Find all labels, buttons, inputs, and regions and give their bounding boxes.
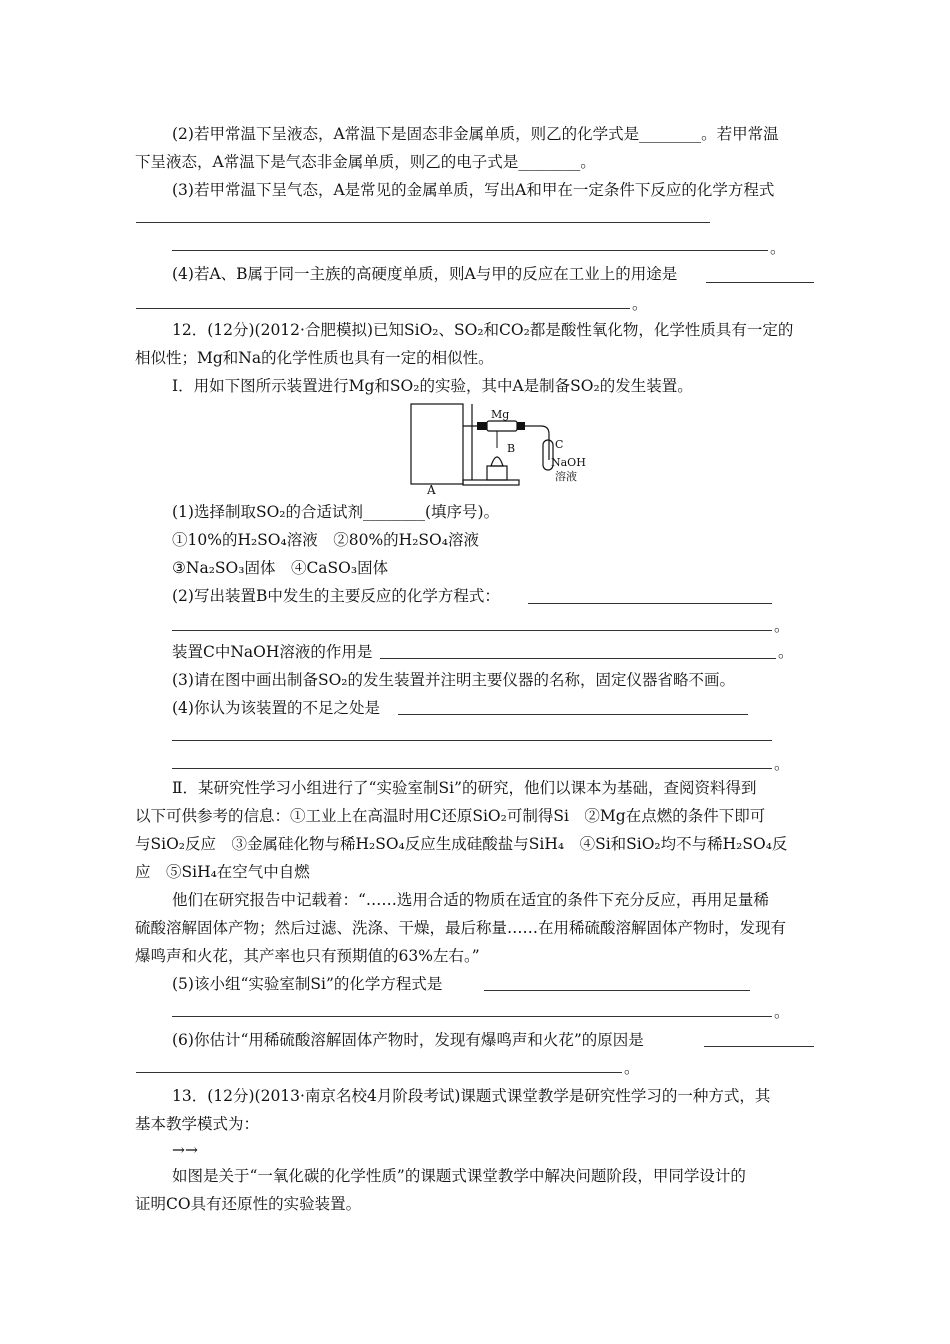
answer-blank (136, 1072, 622, 1073)
answer-blank (484, 990, 750, 991)
label-c: C (555, 438, 564, 451)
q13-body-line2: 证明CO具有还原性的实验装置。 (135, 1195, 362, 1213)
q12-part1: (1)选择制取SO₂的合适试剂________(填序号)。 (172, 503, 500, 521)
q11-part2-line1: (2)若甲常温下呈液态，A常温下是固态非金属单质，则乙的化学式是________。若甲常温 (172, 125, 779, 143)
q12-part3: (3)请在图中画出制备SO₂的发生装置并注明主要仪器的名称，固定仪器省略不画。 (172, 671, 735, 689)
label-naoh: NaOH (551, 456, 586, 469)
q12-part2-line2: 装置C中NaOH溶液的作用是 (172, 643, 373, 661)
q12-report-line3: 爆鸣声和火花，其产率也只有预期值的63%左右。” (135, 947, 480, 965)
answer-blank (172, 740, 772, 741)
period-mark: 。 (774, 1003, 790, 1021)
q13-stem-line1: 13．(12分)(2013·南京名校4月阶段考试)课题式课堂教学是研究性学习的一种方式，其 (172, 1087, 771, 1105)
answer-blank (172, 630, 772, 631)
iron-stand-base (463, 480, 519, 485)
apparatus-diagram (405, 400, 595, 496)
answer-blank (172, 768, 772, 769)
period-mark: 。 (624, 1059, 640, 1077)
label-mg: Mg (491, 408, 510, 421)
q12-stem-line2: 相似性；Mg和Na的化学性质也具有一定的相似性。 (135, 349, 494, 367)
period-mark: 。 (778, 643, 794, 661)
q12-report-line2: 硫酸溶解固体产物；然后过滤、洗涤、干燥，最后称量……在用稀硫酸溶解固体产物时，发现有 (135, 919, 787, 937)
answer-blank (172, 250, 768, 251)
q12-option-line1: ①10%的H₂SO₄溶液 ②80%的H₂SO₄溶液 (172, 531, 479, 549)
answer-blank (398, 714, 748, 715)
q13-body-line1: 如图是关于“一氧化碳的化学性质”的课题式课堂教学中解决问题阶段，甲同学设计的 (172, 1167, 746, 1185)
answer-blank (704, 1046, 814, 1047)
label-a: A (427, 483, 436, 496)
period-mark: 。 (774, 755, 790, 773)
alcohol-lamp (491, 457, 503, 466)
label-solution: 溶液 (555, 470, 577, 483)
answer-blank (380, 658, 776, 659)
q12-section1-intro: Ⅰ．用如下图所示装置进行Mg和SO₂的实验，其中A是制备SO₂的发生装置。 (172, 377, 693, 395)
q11-part2-line2: 下呈液态，A常温下是气态非金属单质，则乙的电子式是________。 (135, 153, 596, 171)
q12-stem-line1: 12．(12分)(2012·合肥模拟)已知SiO₂、SO₂和CO₂都是酸性氧化物，化学性质具有一定的 (172, 321, 794, 339)
answer-blank (528, 603, 772, 604)
q12-report-line1: 他们在研究报告中记载着：“……选用合适的物质在适宜的条件下充分反应，再用足量稀 (172, 891, 769, 909)
label-b: B (507, 442, 516, 455)
q12-part4-line1: (4)你认为该装置的不足之处是 (172, 699, 380, 717)
generator-box-a (411, 404, 463, 484)
answer-blank (172, 1016, 772, 1017)
q12-part6-line1: (6)你估计“用稀硫酸溶解固体产物时，发现有爆鸣声和火花”的原因是 (172, 1031, 644, 1049)
period-mark: 。 (632, 295, 648, 313)
answer-blank (706, 282, 814, 283)
q11-part4-line1: (4)若A、B属于同一主族的高硬度单质，则A与甲的反应在工业上的用途是 (172, 265, 678, 283)
q12-section2-line3: 与SiO₂反应 ③金属硅化物与稀H₂SO₄反应生成硅酸盐与SiH₄ ④Si和SiO₂均不与稀H₂SO₄反 (135, 835, 788, 853)
q12-section2-line2: 以下可供参考的信息：①工业上在高温时用C还原SiO₂可制得Si ②Mg在点燃的条件下即可 (135, 807, 766, 825)
q13-stem-line2: 基本教学模式为： (135, 1115, 260, 1133)
period-mark: 。 (774, 617, 790, 635)
period-mark: 。 (770, 239, 786, 257)
reaction-tube-b (487, 421, 517, 431)
q12-part5-line1: (5)该小组“实验室制Si”的化学方程式是 (172, 975, 443, 993)
q12-option-line2: ③Na₂SO₃固体 ④CaSO₃固体 (172, 559, 389, 577)
q12-part2-line1: (2)写出装置B中发生的主要反应的化学方程式： (172, 587, 500, 605)
q12-section2-line4: 应 ⑤SiH₄在空气中自燃 (135, 863, 310, 881)
answer-blank (136, 308, 630, 309)
answer-blank (136, 222, 710, 223)
q12-section2-line1: Ⅱ．某研究性学习小组进行了“实验室制Si”的研究，他们以课本为基础，查阅资料得到 (172, 779, 757, 797)
q11-part3-line1: (3)若甲常温下呈气态，A是常见的金属单质，写出A和甲在一定条件下反应的化学方程式 (172, 181, 775, 199)
q13-arrows: →→ (172, 1141, 198, 1159)
